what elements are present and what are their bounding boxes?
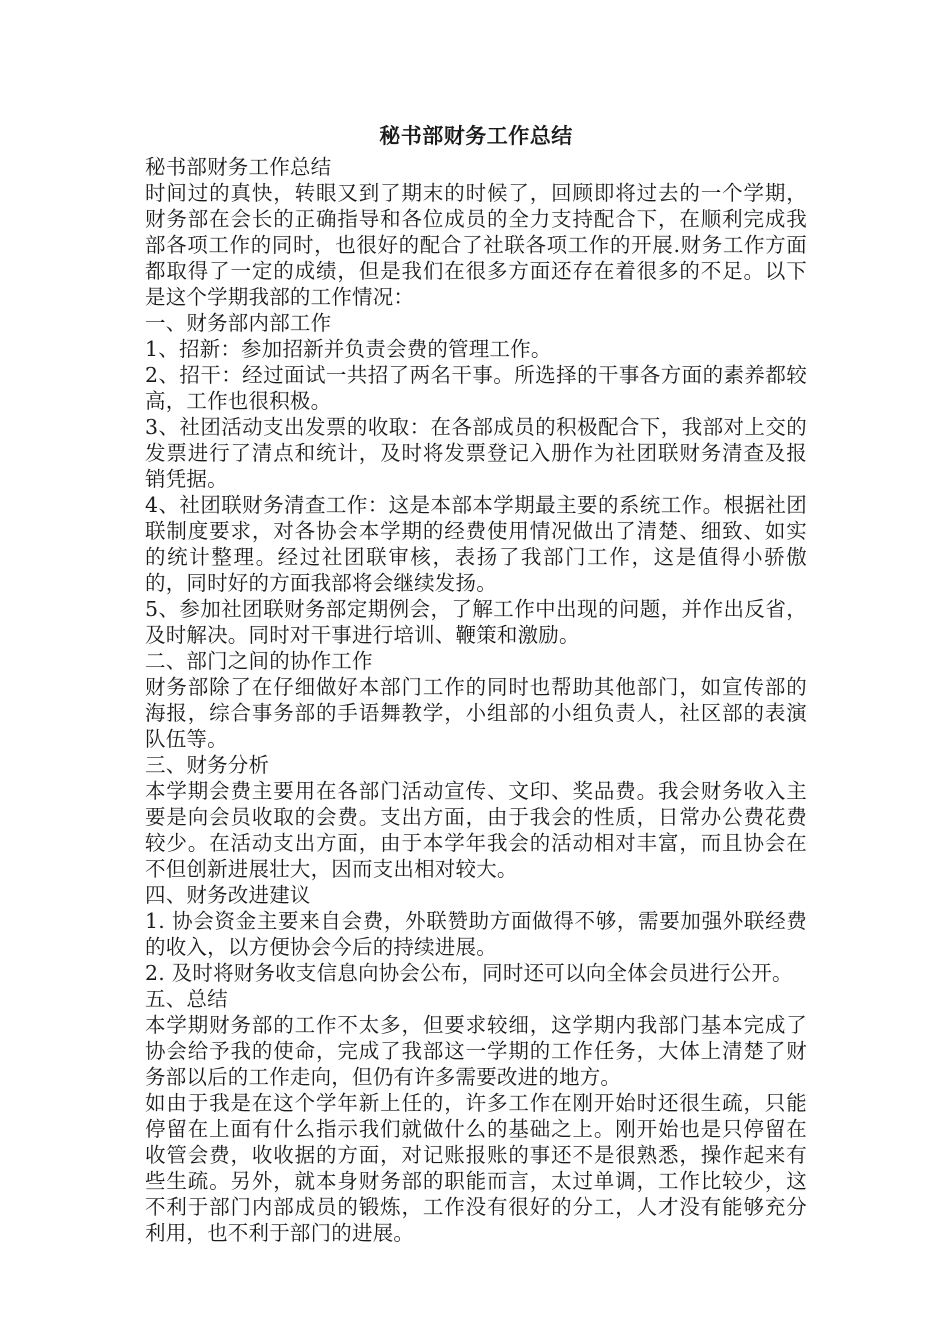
list-item: 1. 协会资金主要来自会费，外联赞助方面做得不够，需要加强外联经费的收入，以方便协会今后的持续进展。 [145, 909, 807, 959]
list-item: 4、社团联财务清查工作：这是本部本学期最主要的系统工作。根据社团联制度要求，对各协会本学期的经费使用情况做出了清楚、细致、如实的统计整理。经过社团联审核，表扬了我部门工作，这是值得小骄傲的，同时好的方面我部将会继续发扬。 [145, 493, 807, 595]
subtitle-line: 秘书部财务工作总结 [145, 155, 332, 179]
body-paragraph: 如由于我是在这个学年新上任的，许多工作在刚开始时还很生疏，只能停留在上面有什么指示我们就做什么的基础之上。刚开始也是只停留在收管会费，收收据的方面，对记账报账的事还不是很熟悉，操作起来有些生疏。另外，就本身财务部的职能而言，太过单调，工作比较少，这不利于部门内部成员的锻炼，工作没有很好的分工，人才没有能够充分利用，也不利于部门的进展。 [145, 1091, 807, 1245]
list-item: 2. 及时将财务收支信息向协会公布，同时还可以向全体会员进行公开。 [145, 961, 793, 985]
section-heading: 三、财务分析 [145, 753, 270, 777]
section-heading: 二、部门之间的协作工作 [145, 649, 373, 673]
list-item: 2、招干：经过面试一共招了两名干事。所选择的干事各方面的素养都较高，工作也很积极。 [145, 363, 807, 413]
list-item: 3、社团活动支出发票的收取：在各部成员的积极配合下，我部对上交的发票进行了清点和统计，及时将发票登记入册作为社团联财务清查及报销凭据。 [145, 415, 807, 491]
intro-paragraph: 时间过的真快，转眼又到了期末的时候了，回顾即将过去的一个学期，财务部在会长的正确指导和各位成员的全力支持配合下，在顺利完成我部各项工作的同时，也很好的配合了社联各项工作的开展.财务工作方面都取得了一定的成绩，但是我们在很多方面还存在着很多的不足。以下是这个学期我部的工作情况： [145, 181, 807, 309]
section-heading: 四、财务改进建议 [145, 883, 311, 907]
document-page [145, 120, 807, 1246]
section-heading: 一、财务部内部工作 [145, 311, 332, 335]
body-paragraph: 本学期会费主要用在各部门活动宣传、文印、奖品费。我会财务收入主要是向会员收取的会费。支出方面，由于我会的性质，日常办公费花费较少。在活动支出方面，由于本学年我会的活动相对丰富，而且协会在不但创新进展壮大，因而支出相对较大。 [145, 779, 807, 881]
body-paragraph: 本学期财务部的工作不太多，但要求较细，这学期内我部门基本完成了协会给予我的使命，完成了我部这一学期的工作任务，大体上清楚了财务部以后的工作走向，但仍有许多需要改进的地方。 [145, 1013, 807, 1089]
list-item: 5、参加社团联财务部定期例会，了解工作中出现的问题，并作出反省，及时解决。同时对干事进行培训、鞭策和激励。 [145, 597, 807, 647]
document-body [145, 154, 807, 1246]
body-paragraph: 财务部除了在仔细做好本部门工作的同时也帮助其他部门，如宣传部的海报，综合事务部的手语舞教学，小组部的小组负责人，社区部的表演队伍等。 [145, 675, 807, 751]
section-heading: 五、总结 [145, 987, 228, 1011]
list-item: 1、招新：参加招新并负责会费的管理工作。 [145, 337, 552, 361]
document-title: 秘书部财务工作总结 [379, 123, 573, 148]
